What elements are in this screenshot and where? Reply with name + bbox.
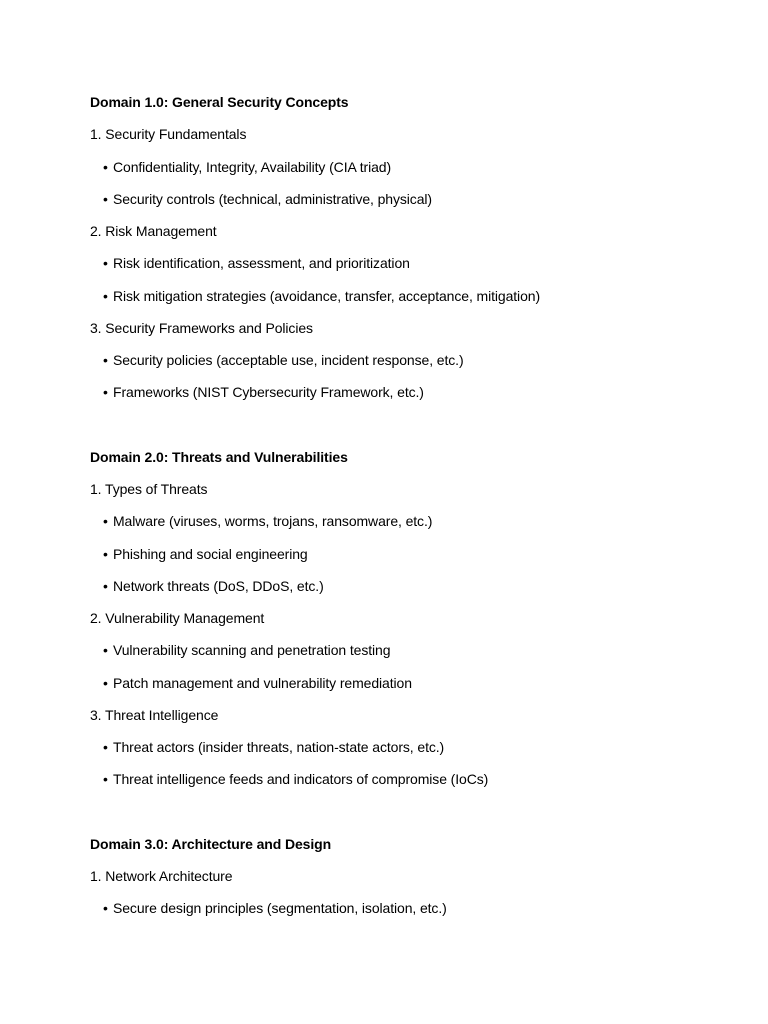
bullet-icon: • xyxy=(103,642,108,659)
bullet-icon: • xyxy=(103,674,108,691)
bullet-item xyxy=(90,639,730,671)
bullet-text: Threat intelligence feeds and indicators of compromise (IoCs) xyxy=(113,771,489,788)
section-heading: 2. Vulnerability Management xyxy=(90,610,265,626)
section-heading: 3. Security Frameworks and Policies xyxy=(90,319,313,336)
bullet-item xyxy=(90,156,730,188)
section-gap xyxy=(90,801,730,833)
bullet-icon: • xyxy=(103,545,108,562)
bullet-icon: • xyxy=(103,739,108,755)
document-content xyxy=(90,91,730,930)
section-heading: 3. Threat Intelligence xyxy=(90,706,219,723)
bullet-text: Risk mitigation strategies (avoidance, transfer, acceptance, mitigation) xyxy=(113,287,541,304)
bullet-item xyxy=(90,285,730,317)
bullet-item xyxy=(90,897,730,929)
section-gap xyxy=(90,414,730,446)
bullet-item xyxy=(90,252,730,284)
section-heading: 1. Security Fundamentals xyxy=(90,126,247,143)
bullet-icon: • xyxy=(103,771,108,788)
section-heading: 2. Risk Management xyxy=(90,223,217,239)
section-heading: 1. Types of Threats xyxy=(90,481,208,497)
bullet-text: Secure design principles (segmentation, isolation, etc.) xyxy=(113,900,447,917)
bullet-text: Threat actors (insider threats, nation-state actors, etc.) xyxy=(113,739,445,755)
bullet-item xyxy=(90,736,730,768)
bullet-item xyxy=(90,768,730,800)
bullet-text: Network threats (DoS, DDoS, etc.) xyxy=(113,577,324,594)
bullet-item xyxy=(90,349,730,381)
bullet-text: Malware (viruses, worms, trojans, ransomware, etc.) xyxy=(113,513,433,530)
bullet-item xyxy=(90,575,730,607)
bullet-icon: • xyxy=(103,384,108,401)
bullet-icon: • xyxy=(103,352,108,368)
bullet-item xyxy=(90,381,730,413)
bullet-text: Security policies (acceptable use, incident response, etc.) xyxy=(113,352,464,368)
bullet-text: Patch management and vulnerability remediation xyxy=(113,674,412,691)
domain-title: Domain 2.0: Threats and Vulnerabilities xyxy=(90,448,348,465)
bullet-icon: • xyxy=(103,190,108,207)
bullet-item xyxy=(90,510,730,542)
domain-title: Domain 3.0: Architecture and Design xyxy=(90,835,332,852)
section-heading: 1. Network Architecture xyxy=(90,868,233,884)
bullet-item xyxy=(90,188,730,220)
bullet-text: Vulnerability scanning and penetration testing xyxy=(113,642,391,659)
bullet-text: Phishing and social engineering xyxy=(113,545,308,562)
bullet-icon: • xyxy=(103,513,108,530)
bullet-text: Confidentiality, Integrity, Availability (CIA triad) xyxy=(113,158,392,175)
bullet-icon: • xyxy=(103,900,108,917)
domain-title: Domain 1.0: General Security Concepts xyxy=(90,94,349,110)
bullet-icon: • xyxy=(103,577,108,594)
bullet-item xyxy=(90,543,730,575)
bullet-item xyxy=(90,672,730,704)
bullet-text: Risk identification, assessment, and prioritization xyxy=(113,255,410,272)
bullet-icon: • xyxy=(103,158,108,175)
bullet-text: Frameworks (NIST Cybersecurity Framework, etc.) xyxy=(113,384,424,401)
bullet-icon: • xyxy=(103,255,108,272)
bullet-icon: • xyxy=(103,287,108,304)
bullet-text: Security controls (technical, administrative, physical) xyxy=(113,190,432,207)
